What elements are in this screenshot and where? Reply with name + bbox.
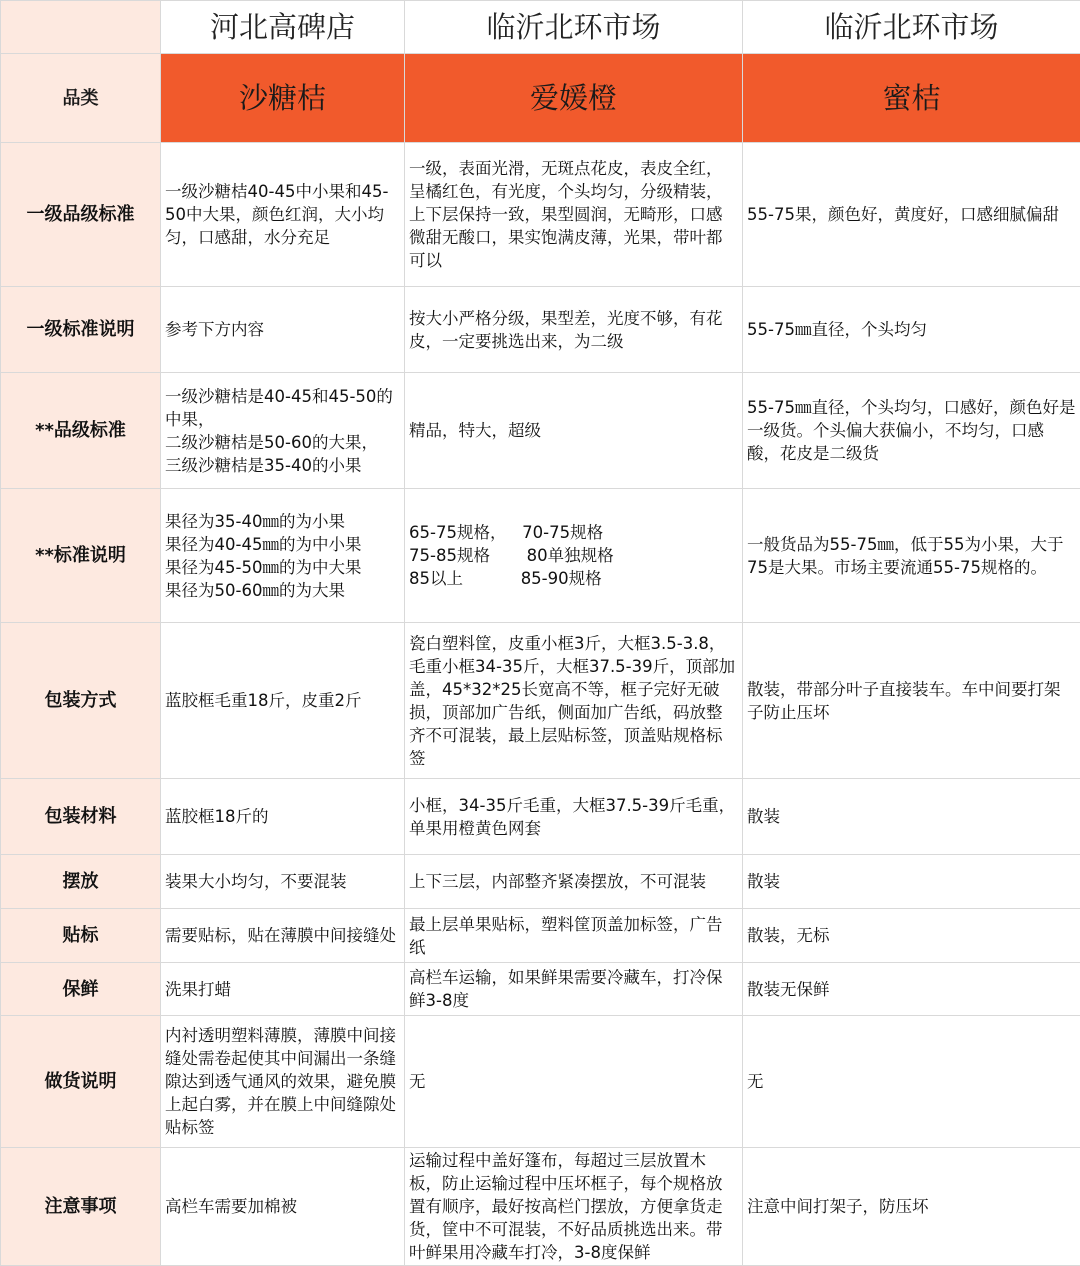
- row-label: 品类: [1, 54, 161, 143]
- header-row: [1, 1, 1080, 54]
- table-cell: 需要贴标，贴在薄膜中间接缝处: [161, 909, 405, 963]
- row-label: 包装方式: [1, 623, 161, 779]
- row-label: 注意事项: [1, 1148, 161, 1266]
- row-label: 一级标准说明: [1, 287, 161, 373]
- table-row: [1, 855, 1080, 909]
- table-cell: 高栏车运输，如果鲜果需要冷藏车，打冷保鲜3-8度: [405, 963, 743, 1016]
- table-cell: 内衬透明塑料薄膜，薄膜中间接缝处需卷起使其中间漏出一条缝隙达到透气通风的效果，避免膜上起白雾，并在膜上中间缝隙处贴标签: [161, 1016, 405, 1148]
- table-cell: 小框，34-35斤毛重，大框37.5-39斤毛重，单果用橙黄色网套: [405, 779, 743, 855]
- row-label: 做货说明: [1, 1016, 161, 1148]
- table-row: [1, 779, 1080, 855]
- table-row: [1, 373, 1080, 489]
- table-cell: 按大小严格分级，果型差，光度不够，有花皮，一定要挑选出来，为二级: [405, 287, 743, 373]
- table-cell: 瓷白塑料筐，皮重小框3斤，大框3.5-3.8，毛重小框34-35斤，大框37.5-39斤，顶部加盖，45*32*25长宽高不等，框子完好无破损，顶部加广告纸，侧面加广告纸，码放整齐不可混装，最上层贴标签，顶盖贴规格标签: [405, 623, 743, 779]
- table-cell: 蓝胶框毛重18斤，皮重2斤: [161, 623, 405, 779]
- table-cell: 蓝胶框18斤的: [161, 779, 405, 855]
- corner-cell: [1, 1, 161, 54]
- table-cell: 55-75㎜直径，个头均匀: [743, 287, 1080, 373]
- table-cell: 注意中间打架子，防压坏: [743, 1148, 1080, 1266]
- table-row: [1, 909, 1080, 963]
- row-label: 一级品级标准: [1, 143, 161, 287]
- table-cell: 一级，表面光滑，无斑点花皮，表皮全红，呈橘红色，有光度，个头均匀，分级精装，上下层保持一致，果型圆润，无畸形，口感微甜无酸口，果实饱满皮薄，光果，带叶都可以: [405, 143, 743, 287]
- table-cell: 散装，带部分叶子直接装车。车中间要打架子防止压坏: [743, 623, 1080, 779]
- table-cell: 散装: [743, 855, 1080, 909]
- table-cell: 精品，特大，超级: [405, 373, 743, 489]
- row-label: **品级标准: [1, 373, 161, 489]
- table-cell: 最上层单果贴标，塑料筐顶盖加标签，广告纸: [405, 909, 743, 963]
- category-cell: 爱媛橙: [405, 54, 743, 143]
- row-label: 保鲜: [1, 963, 161, 1016]
- table-cell: 装果大小均匀，不要混装: [161, 855, 405, 909]
- table-cell: 无: [743, 1016, 1080, 1148]
- category-cell: 蜜桔: [743, 54, 1080, 143]
- row-label: 贴标: [1, 909, 161, 963]
- category-cell: 沙糖桔: [161, 54, 405, 143]
- table-cell: 运输过程中盖好篷布，每超过三层放置木板，防止运输过程中压坏框子，每个规格放置有顺序，最好按高栏门摆放，方便拿货走货，筐中不可混装，不好品质挑选出来。带叶鲜果用冷藏车打冷，3-8度保鲜: [405, 1148, 743, 1266]
- table-row: [1, 1148, 1080, 1266]
- column-header-3: 临沂北环市场: [743, 1, 1080, 54]
- table-row: [1, 1016, 1080, 1148]
- row-label: 摆放: [1, 855, 161, 909]
- table-cell: 一级沙糖桔40-45中小果和45-50中大果，颜色红润，大小均匀，口感甜，水分充足: [161, 143, 405, 287]
- table-row: [1, 489, 1080, 623]
- row-label: 包装材料: [1, 779, 161, 855]
- table-row: [1, 963, 1080, 1016]
- table-cell: 一般货品为55-75㎜，低于55为小果，大于75是大果。市场主要流通55-75规格的。: [743, 489, 1080, 623]
- table-cell: 55-75果，颜色好，黄度好，口感细腻偏甜: [743, 143, 1080, 287]
- table-row: [1, 287, 1080, 373]
- table-cell: 一级沙糖桔是40-45和45-50的中果， 二级沙糖桔是50-60的大果， 三级沙糖桔是35-40的小果: [161, 373, 405, 489]
- category-row: [1, 54, 1080, 143]
- table-cell: 果径为35-40㎜的为小果 果径为40-45㎜的为中小果 果径为45-50㎜的为中大果 果径为50-60㎜的为大果: [161, 489, 405, 623]
- table-row: [1, 623, 1080, 779]
- row-label: **标准说明: [1, 489, 161, 623]
- table-cell: 洗果打蜡: [161, 963, 405, 1016]
- table-row: [1, 143, 1080, 287]
- table-cell: 参考下方内容: [161, 287, 405, 373]
- table-cell: 65-75规格， 70-75规格 75-85规格 80单独规格 85以上 85-90规格: [405, 489, 743, 623]
- table-cell: 散装无保鲜: [743, 963, 1080, 1016]
- table-cell: 散装: [743, 779, 1080, 855]
- table-cell: 散装，无标: [743, 909, 1080, 963]
- table-cell: 55-75㎜直径，个头均匀，口感好，颜色好是一级货。个头偏大获偏小，不均匀，口感酸，花皮是二级货: [743, 373, 1080, 489]
- column-header-2: 临沂北环市场: [405, 1, 743, 54]
- column-header-1: 河北高碑店: [161, 1, 405, 54]
- table-cell: 上下三层，内部整齐紧凑摆放，不可混装: [405, 855, 743, 909]
- table-cell: 高栏车需要加棉被: [161, 1148, 405, 1266]
- table-cell: 无: [405, 1016, 743, 1148]
